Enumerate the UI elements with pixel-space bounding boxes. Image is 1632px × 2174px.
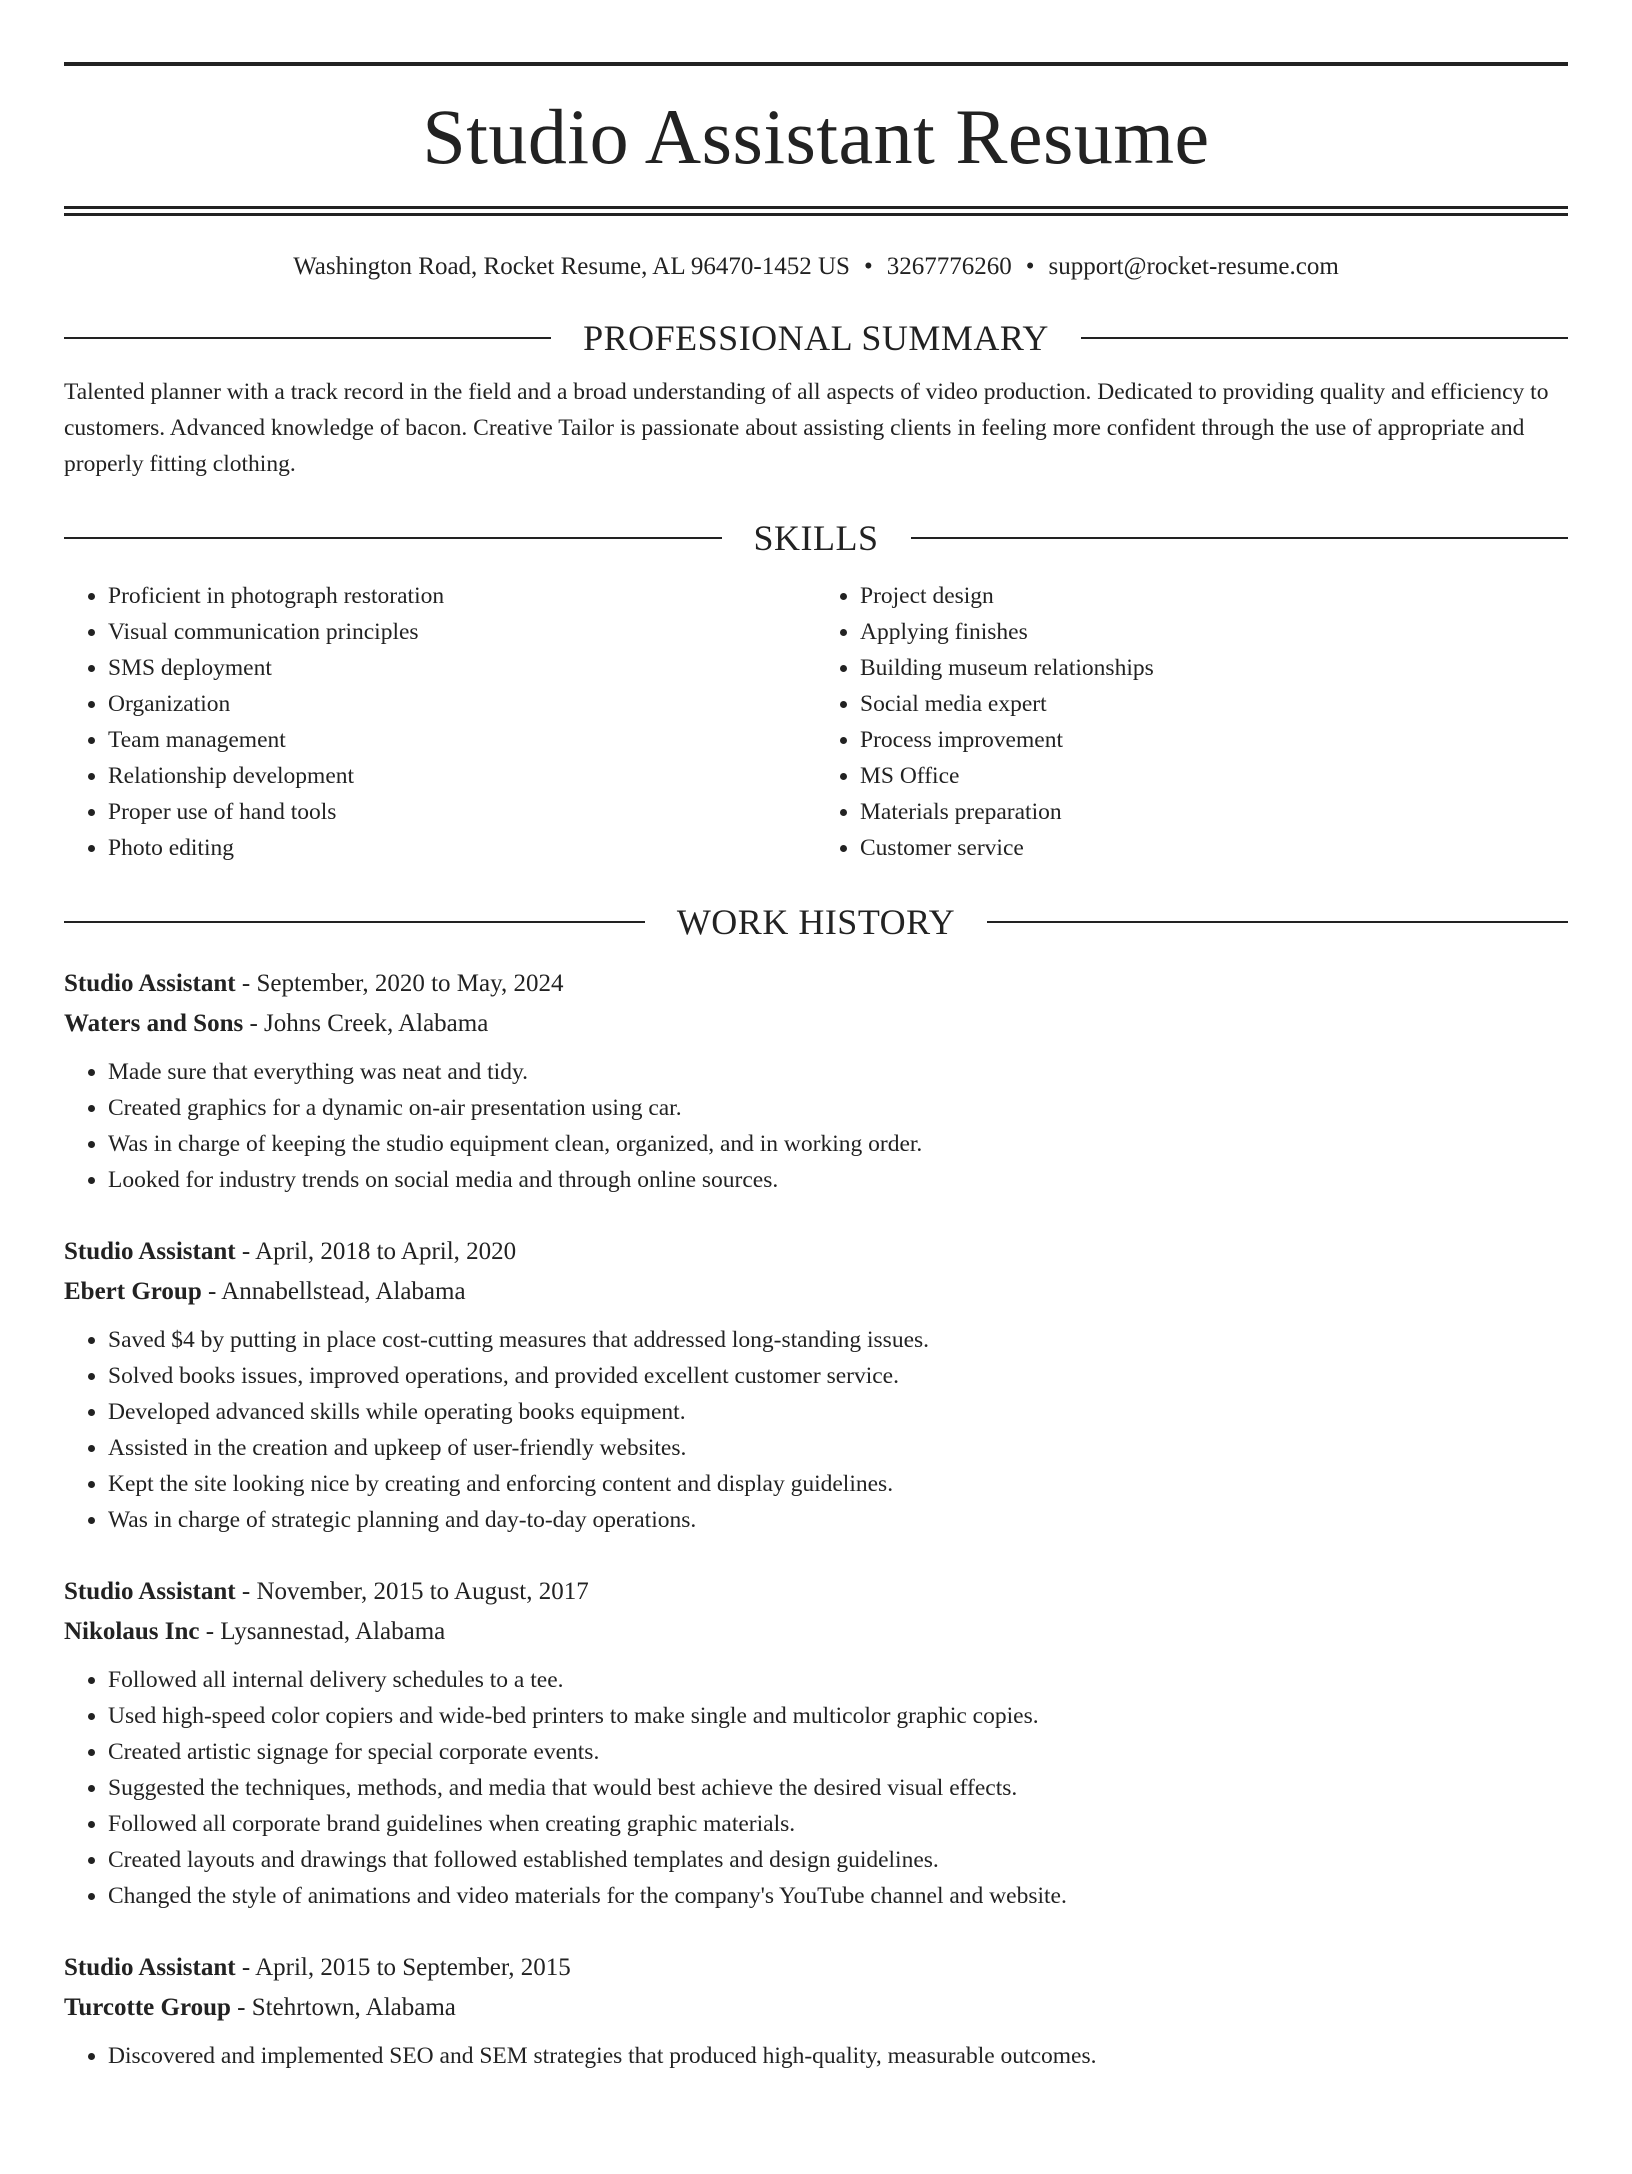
job-company: Nikolaus Inc [64, 1618, 200, 1645]
summary-text: Talented planner with a track record in the field and a broad understanding of all aspects of video production. Dedicated to providing quality and efficiency to customers. Advanced knowledge of bacon. Creative Tailor is passionate about assisting clients in feeling more confident through the use of appropriate and properly fitting clothing. [64, 379, 1549, 477]
skill-item: • Team management [108, 722, 816, 758]
job-dates: September, 2020 to May, 2024 [256, 970, 564, 997]
job-bullets [64, 2038, 1568, 2074]
skills-column-left [64, 578, 816, 866]
contact-line [64, 252, 1568, 282]
job-location: Annabellstead, Alabama [221, 1278, 466, 1305]
job-bullet: • Assisted in the creation and upkeep of user-friendly websites. [108, 1430, 1568, 1466]
job-location: Stehrtown, Alabama [251, 1994, 456, 2021]
job-bullet: • Changed the style of animations and video materials for the company's YouTube channel and website. [108, 1878, 1568, 1914]
contact-email: support@rocket-resume.com [1048, 253, 1339, 280]
job-bullet: • Created artistic signage for special corporate events. [108, 1734, 1568, 1770]
job-bullets [64, 1054, 1568, 1198]
section-rule [64, 921, 645, 923]
job-dates: November, 2015 to August, 2017 [256, 1578, 589, 1605]
job-title: Studio Assistant [64, 970, 236, 997]
skill-item: • Organization [108, 686, 816, 722]
job-company-line: Nikolaus Inc - Lysannestad, Alabama [64, 1618, 446, 1645]
top-rule [64, 62, 1568, 66]
skill-item: • Proper use of hand tools [108, 794, 816, 830]
section-rule [1081, 337, 1568, 339]
summary-section-title: PROFESSIONAL SUMMARY [583, 318, 1049, 358]
job-company: Turcotte Group [64, 1994, 231, 2021]
job-bullet: • Created graphics for a dynamic on-air presentation using car. [108, 1090, 1568, 1126]
contact-phone: 3267776260 [886, 253, 1012, 280]
job-bullet: • Created layouts and drawings that followed established templates and design guidelines. [108, 1842, 1568, 1878]
skills-section-title: SKILLS [753, 518, 879, 558]
job-bullets [64, 1662, 1568, 1914]
job-bullets [64, 1322, 1568, 1538]
job-entry [64, 1572, 1568, 1914]
contact-separator: • [863, 253, 873, 280]
job-bullet: • Discovered and implemented SEO and SEM strategies that produced high-quality, measurable outcomes. [108, 2038, 1568, 2074]
job-company-line: Turcotte Group - Stehrtown, Alabama [64, 1994, 456, 2021]
job-bullet: • Made sure that everything was neat and tidy. [108, 1054, 1568, 1090]
job-company: Waters and Sons [64, 1010, 244, 1037]
skill-item: • Project design [860, 578, 1568, 614]
job-title: Studio Assistant [64, 1954, 236, 1981]
job-bullet: • Followed all corporate brand guidelines when creating graphic materials. [108, 1806, 1568, 1842]
resume-page [0, 62, 1632, 2174]
job-bullet: • Developed advanced skills while operating books equipment. [108, 1394, 1568, 1430]
skill-item: • SMS deployment [108, 650, 816, 686]
section-rule [64, 537, 722, 539]
skill-item: • Process improvement [860, 722, 1568, 758]
job-bullet: • Was in charge of keeping the studio equipment clean, organized, and in working order. [108, 1126, 1568, 1162]
job-bullet: • Followed all internal delivery schedules to a tee. [108, 1662, 1568, 1698]
job-bullet: • Saved $4 by putting in place cost-cutting measures that addressed long-standing issues. [108, 1322, 1568, 1358]
skill-item: • Visual communication principles [108, 614, 816, 650]
job-bullet: • Looked for industry trends on social media and through online sources. [108, 1162, 1568, 1198]
skills-column-right [816, 578, 1568, 866]
skill-item: • Social media expert [860, 686, 1568, 722]
job-company-line: Waters and Sons - Johns Creek, Alabama [64, 1010, 489, 1037]
job-company-line: Ebert Group - Annabellstead, Alabama [64, 1278, 466, 1305]
skills-list [64, 578, 1568, 866]
work-section-header [64, 904, 1568, 940]
work-section-title: WORK HISTORY [676, 902, 956, 942]
contact-address: Washington Road, Rocket Resume, AL 96470-1452 US [293, 253, 850, 280]
job-title-line: Studio Assistant - November, 2015 to August, 2017 [64, 1578, 589, 1605]
job-title-line: Studio Assistant - April, 2015 to September, 2015 [64, 1954, 571, 1981]
job-title-line: Studio Assistant - April, 2018 to April, 2020 [64, 1238, 517, 1265]
skill-item: • Proficient in photograph restoration [108, 578, 816, 614]
job-bullet: • Was in charge of strategic planning and day-to-day operations. [108, 1502, 1568, 1538]
job-title: Studio Assistant [64, 1238, 236, 1265]
summary-section-header [64, 320, 1568, 356]
skill-item: • MS Office [860, 758, 1568, 794]
job-bullet: • Used high-speed color copiers and wide-bed printers to make single and multicolor graphic copies. [108, 1698, 1568, 1734]
section-rule [64, 337, 551, 339]
job-bullet: • Suggested the techniques, methods, and media that would best achieve the desired visual effects. [108, 1770, 1568, 1806]
skill-item: • Materials preparation [860, 794, 1568, 830]
job-bullet: • Kept the site looking nice by creating and enforcing content and display guidelines. [108, 1466, 1568, 1502]
job-title-line: Studio Assistant - September, 2020 to May, 2024 [64, 970, 564, 997]
skills-section-header [64, 520, 1568, 556]
job-company: Ebert Group [64, 1278, 202, 1305]
page-title: Studio Assistant Resume [422, 93, 1210, 180]
skill-item: • Photo editing [108, 830, 816, 866]
job-title: Studio Assistant [64, 1578, 236, 1605]
skill-item: • Relationship development [108, 758, 816, 794]
skill-item: • Customer service [860, 830, 1568, 866]
skill-item: • Building museum relationships [860, 650, 1568, 686]
contact-separator: • [1025, 253, 1035, 280]
section-rule [911, 537, 1569, 539]
title-double-rule [64, 206, 1568, 216]
job-location: Johns Creek, Alabama [264, 1010, 489, 1037]
section-rule [987, 921, 1568, 923]
job-dates: April, 2018 to April, 2020 [255, 1238, 517, 1265]
job-entry [64, 1232, 1568, 1538]
job-dates: April, 2015 to September, 2015 [255, 1954, 571, 1981]
skill-item: • Applying finishes [860, 614, 1568, 650]
job-entry [64, 964, 1568, 1198]
job-bullet: • Solved books issues, improved operations, and provided excellent customer service. [108, 1358, 1568, 1394]
job-entry [64, 1948, 1568, 2074]
job-location: Lysannestad, Alabama [220, 1618, 446, 1645]
